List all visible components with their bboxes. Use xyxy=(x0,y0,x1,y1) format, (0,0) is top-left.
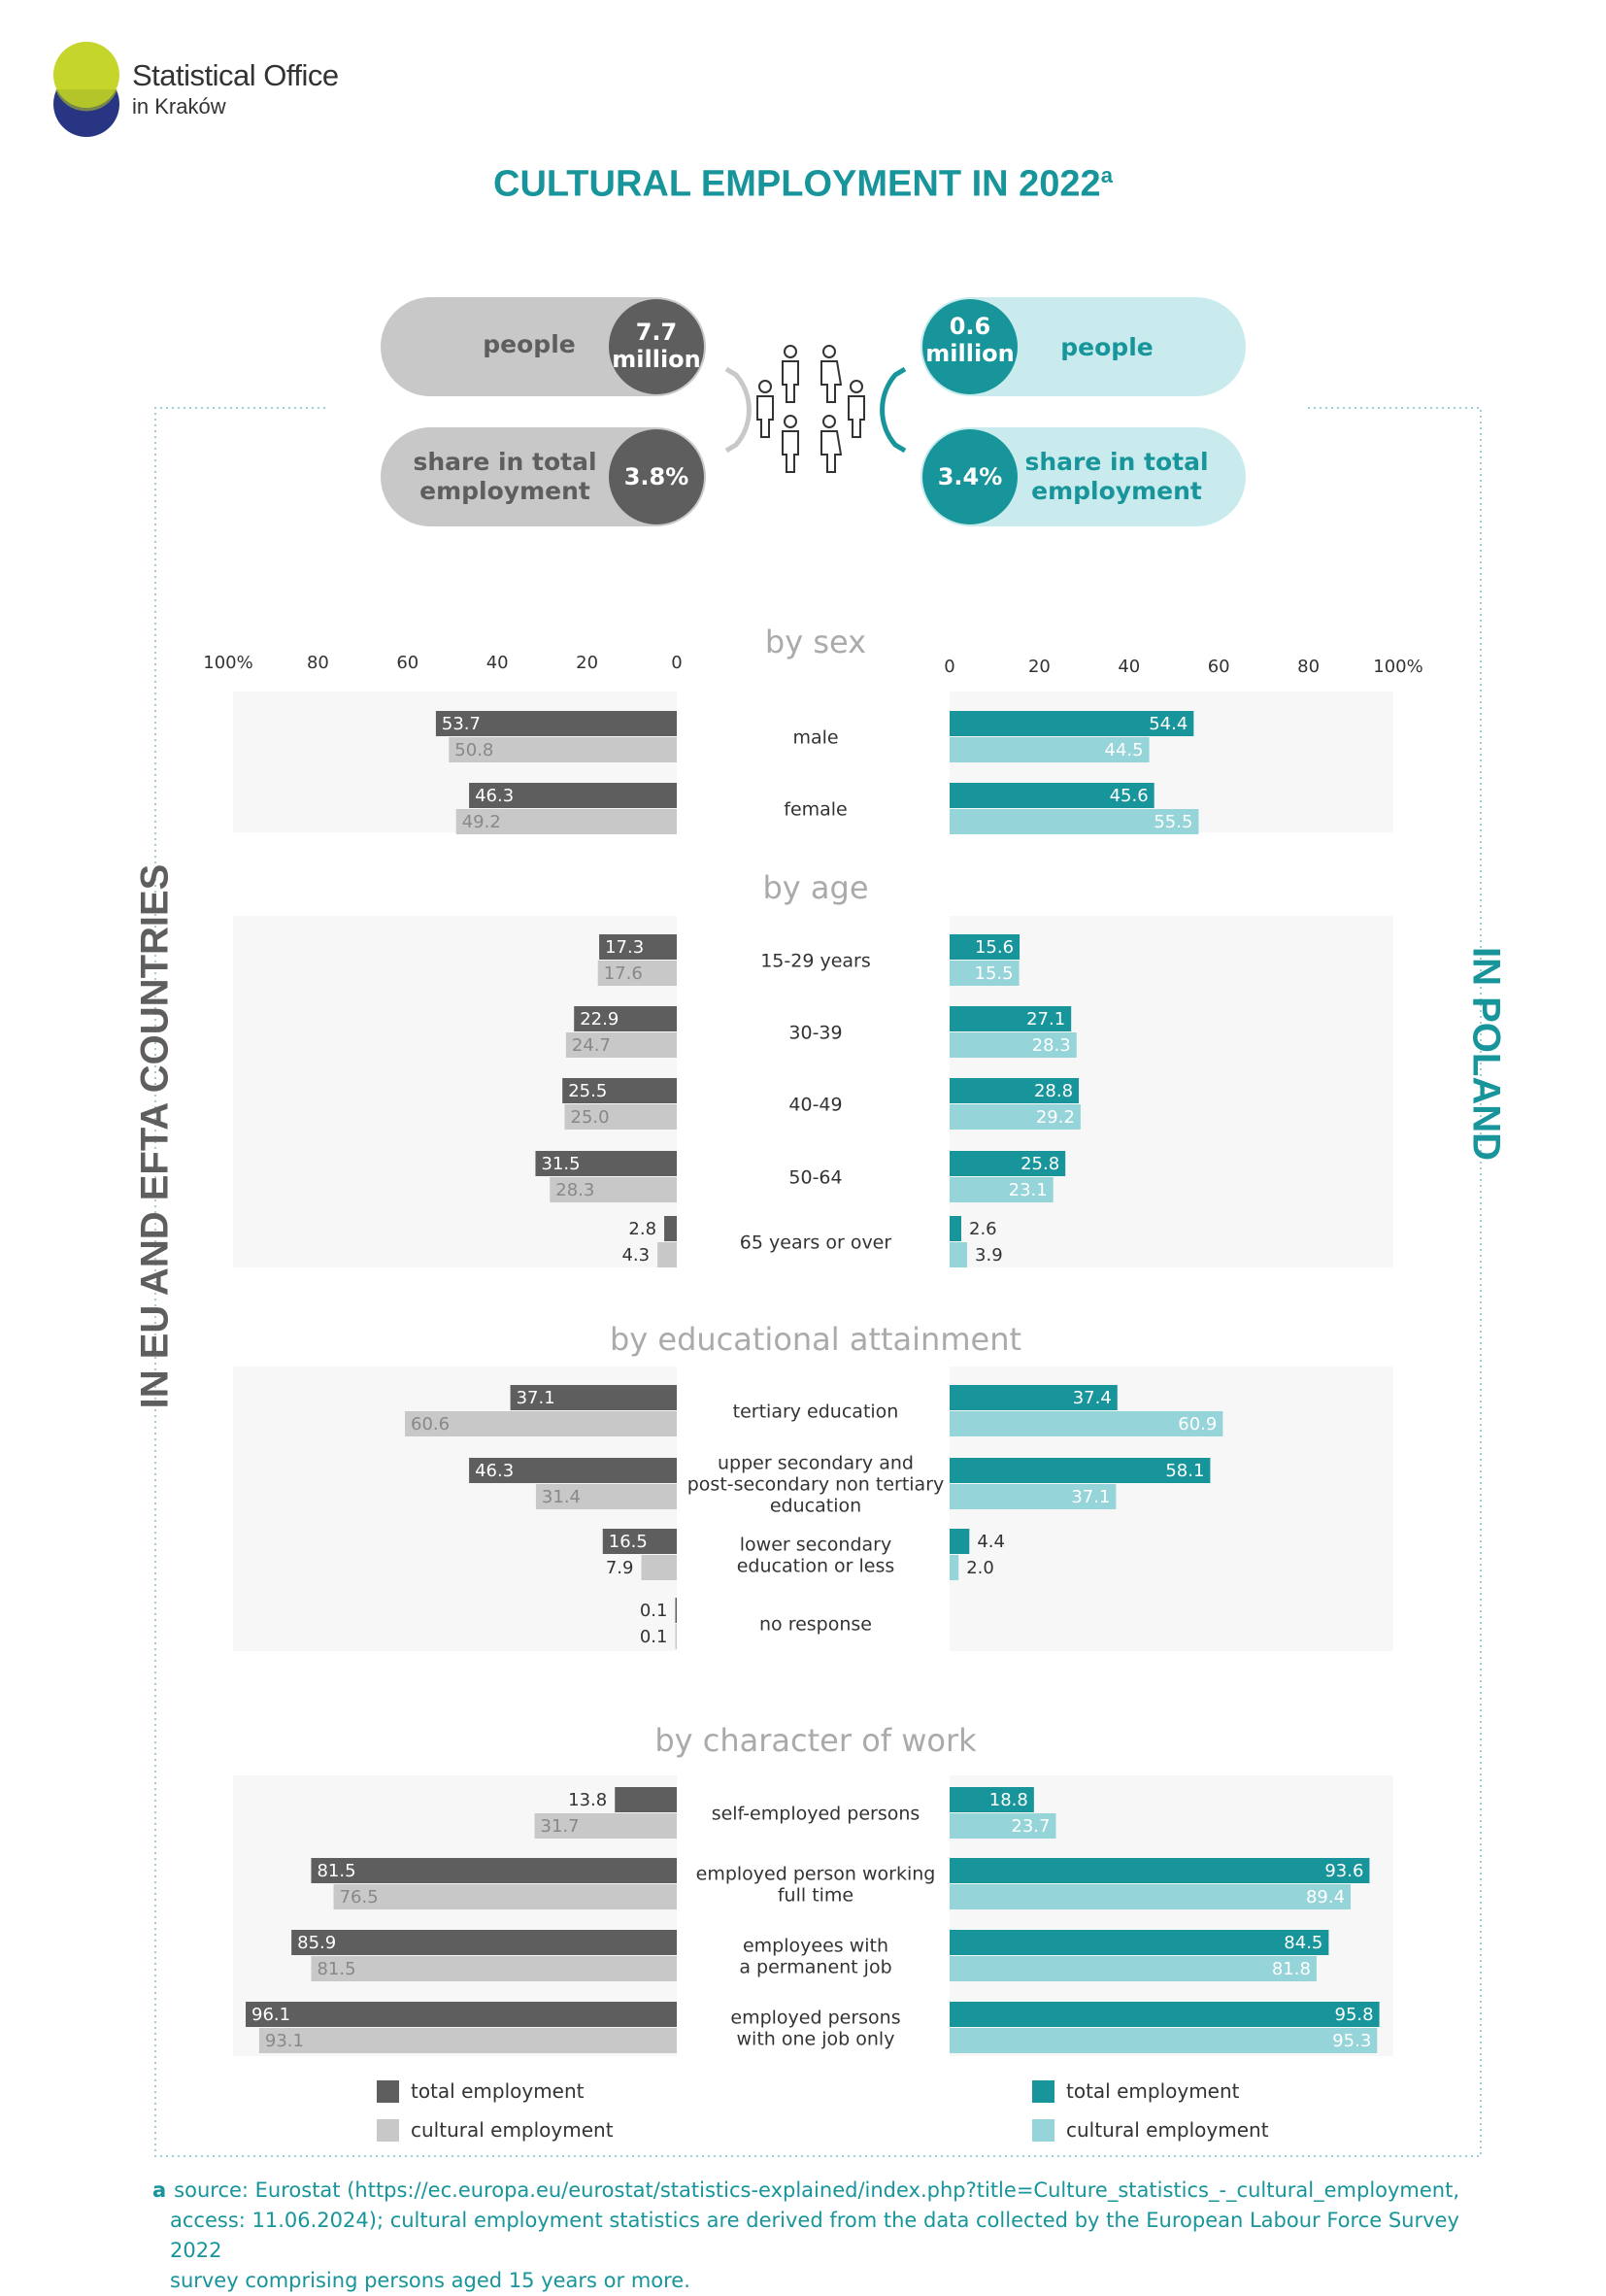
eu-total-bar-label: 17.3 xyxy=(605,937,645,958)
category-label: employees with xyxy=(742,1935,889,1957)
eu-axis-tick: 100% xyxy=(203,653,253,673)
pl-side-label: IN POLAND xyxy=(1464,947,1508,1161)
eu-cultural-bar-label: 81.5 xyxy=(317,1959,356,1979)
pl-axis-tick: 40 xyxy=(1118,657,1141,677)
pl-cultural-bar xyxy=(950,1242,967,1267)
pl-total-bar-label: 93.6 xyxy=(1324,1861,1364,1881)
pl-total-bar-label: 95.8 xyxy=(1334,2005,1374,2025)
eu-total-bar-label: 22.9 xyxy=(580,1009,619,1030)
pl-total-bar-label: 15.6 xyxy=(974,937,1015,958)
eu-cultural-bar xyxy=(676,1624,678,1649)
category-label: education or less xyxy=(736,1555,895,1577)
eu-cultural-bar xyxy=(642,1555,677,1580)
eu-total-bar xyxy=(246,2002,677,2027)
eu-cultural-bar-label: 31.7 xyxy=(540,1816,580,1837)
pl-legend-total-swatch xyxy=(1032,2080,1054,2103)
eu-share-value: 3.8% xyxy=(623,463,689,490)
category-label: tertiary education xyxy=(732,1401,899,1423)
category-label: no response xyxy=(758,1613,873,1636)
pl-cultural-bar xyxy=(950,2028,1377,2053)
eu-cultural-bar xyxy=(259,2028,677,2053)
pl-total-bar xyxy=(950,1858,1369,1883)
eu-total-bar xyxy=(676,1598,678,1623)
pl-cultural-bar-label: 55.5 xyxy=(1154,812,1193,832)
eu-cultural-bar-label: 7.9 xyxy=(605,1558,634,1578)
pl-cultural-bar-label: 44.5 xyxy=(1104,740,1144,760)
pl-cultural-bar-label: 23.1 xyxy=(1008,1180,1048,1200)
category-label: 40-49 xyxy=(788,1094,843,1116)
page-title: CULTURAL EMPLOYMENT IN 2022$^a$ xyxy=(493,163,1113,205)
eu-total-bar-label: 16.5 xyxy=(608,1532,648,1552)
eu-cultural-bar-label: 0.1 xyxy=(639,1627,668,1647)
category-label: 50-64 xyxy=(788,1166,843,1189)
pl-total-bar-label: 54.4 xyxy=(1149,714,1188,734)
pl-legend-cultural-label: cultural employment xyxy=(1066,2118,1269,2142)
category-label: upper secondary and xyxy=(718,1452,914,1474)
category-label: full time xyxy=(777,1884,854,1907)
pl-axis-tick: 0 xyxy=(944,657,955,677)
pl-total-bar xyxy=(950,1930,1328,1955)
eu-axis-tick: 60 xyxy=(396,653,419,673)
eu-cultural-bar xyxy=(334,1884,677,1909)
category-label: 30-39 xyxy=(788,1022,843,1044)
eu-total-bar-label: 96.1 xyxy=(251,2005,291,2025)
pl-cultural-bar-label: 95.3 xyxy=(1332,2031,1372,2051)
eu-total-bar-label: 53.7 xyxy=(441,714,481,734)
category-label: a permanent job xyxy=(739,1956,892,1978)
eu-total-bar-label: 25.5 xyxy=(568,1081,608,1101)
eu-total-bar-label: 37.1 xyxy=(516,1388,555,1408)
pl-cultural-bar xyxy=(950,1555,958,1580)
section-title: by character of work xyxy=(654,1722,977,1759)
eu-legend-total-label: total employment xyxy=(411,2079,585,2103)
logo-name: Statistical Office xyxy=(132,58,339,92)
pl-cultural-bar-label: 23.7 xyxy=(1011,1816,1051,1837)
pl-cultural-bar-label: 89.4 xyxy=(1305,1887,1346,1908)
pl-cultural-bar-label: 29.2 xyxy=(1035,1107,1075,1128)
eu-total-bar-label: 85.9 xyxy=(297,1933,337,1953)
pl-cultural-bar-label: 3.9 xyxy=(975,1245,1003,1266)
eu-cultural-bar-label: 4.3 xyxy=(621,1245,651,1266)
eu-total-bar xyxy=(664,1216,677,1241)
eu-cultural-bar-label: 24.7 xyxy=(571,1035,611,1056)
eu-share-label: share in total employment xyxy=(413,448,597,505)
pl-legend-total-label: total employment xyxy=(1066,2079,1240,2103)
pl-total-bar-label: 2.6 xyxy=(969,1219,997,1239)
section-title: by educational attainment xyxy=(609,1321,1022,1358)
eu-legend-total xyxy=(377,2078,614,2104)
pl-axis-tick: 100% xyxy=(1373,657,1423,677)
category-label: female xyxy=(784,798,848,821)
eu-cultural-bar xyxy=(657,1242,677,1267)
pl-legend-cultural-swatch xyxy=(1032,2119,1054,2142)
pl-total-bar-label: 58.1 xyxy=(1165,1461,1205,1481)
eu-side-label: IN EU AND EFTA COUNTRIES xyxy=(133,863,177,1409)
pl-legend xyxy=(1032,2078,1269,2143)
pl-cultural-bar-label: 37.1 xyxy=(1071,1487,1111,1507)
eu-total-bar-label: 31.5 xyxy=(541,1154,581,1174)
category-label: employed persons xyxy=(730,2007,901,2029)
pl-axis-tick: 60 xyxy=(1207,657,1230,677)
eu-legend-cultural xyxy=(377,2117,614,2143)
pl-total-bar-label: 45.6 xyxy=(1109,786,1149,806)
eu-cultural-bar-label: 50.8 xyxy=(454,740,494,760)
pl-cultural-bar xyxy=(950,1884,1351,1909)
eu-total-bar-label: 0.1 xyxy=(639,1601,668,1621)
pl-total-bar xyxy=(950,2002,1380,2027)
eu-total-bar xyxy=(291,1930,677,1955)
eu-legend xyxy=(377,2078,614,2143)
category-label: lower secondary xyxy=(739,1534,892,1556)
eu-legend-cultural-swatch xyxy=(377,2119,399,2142)
eu-cultural-bar-label: 76.5 xyxy=(339,1887,379,1908)
eu-legend-total-swatch xyxy=(377,2080,399,2103)
pl-total-bar xyxy=(950,1216,961,1241)
eu-axis-tick: 40 xyxy=(485,653,509,673)
eu-cultural-bar-label: 60.6 xyxy=(411,1414,451,1435)
pl-cultural-bar-label: 60.9 xyxy=(1178,1414,1218,1435)
eu-cultural-bar-label: 25.0 xyxy=(570,1107,610,1128)
eu-total-bar-label: 46.3 xyxy=(475,1461,515,1481)
eu-axis-tick: 80 xyxy=(306,653,329,673)
pl-cultural-bar-label: 15.5 xyxy=(974,963,1014,984)
eu-cultural-bar-label: 31.4 xyxy=(541,1487,582,1507)
pl-axis-tick: 20 xyxy=(1027,657,1051,677)
category-label: 15-29 years xyxy=(760,950,871,972)
eu-total-bar xyxy=(311,1858,677,1883)
pl-people-value: 0.6 million xyxy=(925,313,1015,367)
eu-total-bar-label: 81.5 xyxy=(317,1861,356,1881)
pl-share-value: 3.4% xyxy=(937,463,1003,490)
category-label: self-employed persons xyxy=(711,1803,920,1825)
eu-axis-tick: 0 xyxy=(671,653,683,673)
pl-total-bar xyxy=(950,1529,969,1554)
category-label: with one job only xyxy=(736,2028,895,2050)
pl-legend-cultural xyxy=(1032,2117,1269,2143)
category-label: education xyxy=(769,1495,862,1517)
pl-total-bar-label: 37.4 xyxy=(1072,1388,1112,1408)
eu-cultural-bar-label: 17.6 xyxy=(603,963,643,984)
pl-cultural-bar-label: 2.0 xyxy=(966,1558,994,1578)
eu-total-bar-label: 13.8 xyxy=(568,1790,608,1810)
eu-people-label: people xyxy=(483,330,576,358)
footnote: a source: Eurostat (https://ec.europa.eu/eurostat/statistics-explained/index.php?title=Culture_statistics_-_cultural_employment, access: 11.06.2024); cultural employment statistics are derived from the data collected by the European Labour Force Survey 2022 survey comprising persons aged 15 years or more. xyxy=(152,2178,1460,2292)
category-label: post-secondary non tertiary xyxy=(686,1473,945,1496)
pl-cultural-bar xyxy=(950,1956,1317,1981)
section-title: by sex xyxy=(764,624,867,660)
eu-axis-tick: 20 xyxy=(576,653,599,673)
pl-total-bar-label: 25.8 xyxy=(1020,1154,1060,1174)
pl-legend-total xyxy=(1032,2078,1269,2104)
section-title: by age xyxy=(762,869,869,906)
eu-legend-cultural-label: cultural employment xyxy=(411,2118,614,2142)
category-label: male xyxy=(792,726,839,749)
pl-total-bar-label: 4.4 xyxy=(977,1532,1005,1552)
pl-total-bar-label: 27.1 xyxy=(1026,1009,1066,1030)
eu-people-value: 7.7 million xyxy=(612,319,701,373)
pl-total-bar-label: 28.8 xyxy=(1033,1081,1074,1101)
pl-share-label: share in total employment xyxy=(1024,448,1209,505)
category-label: 65 years or over xyxy=(739,1232,892,1254)
eu-total-bar xyxy=(615,1787,677,1812)
eu-cultural-bar xyxy=(311,1956,677,1981)
pl-people-label: people xyxy=(1060,333,1154,361)
eu-total-bar-label: 46.3 xyxy=(475,786,515,806)
eu-cultural-bar-label: 49.2 xyxy=(461,812,501,832)
eu-cultural-bar-label: 93.1 xyxy=(264,2031,304,2051)
logo-location: in Kraków xyxy=(132,94,226,118)
eu-total-bar-label: 2.8 xyxy=(628,1219,657,1239)
eu-cultural-bar-label: 28.3 xyxy=(555,1180,595,1200)
pl-total-bar-label: 18.8 xyxy=(988,1790,1028,1810)
pl-cultural-bar-label: 28.3 xyxy=(1031,1035,1071,1056)
pl-axis-tick: 80 xyxy=(1297,657,1321,677)
pl-total-bar-label: 84.5 xyxy=(1284,1933,1323,1953)
category-label: employed person working xyxy=(695,1863,936,1885)
pl-cultural-bar-label: 81.8 xyxy=(1271,1959,1311,1979)
